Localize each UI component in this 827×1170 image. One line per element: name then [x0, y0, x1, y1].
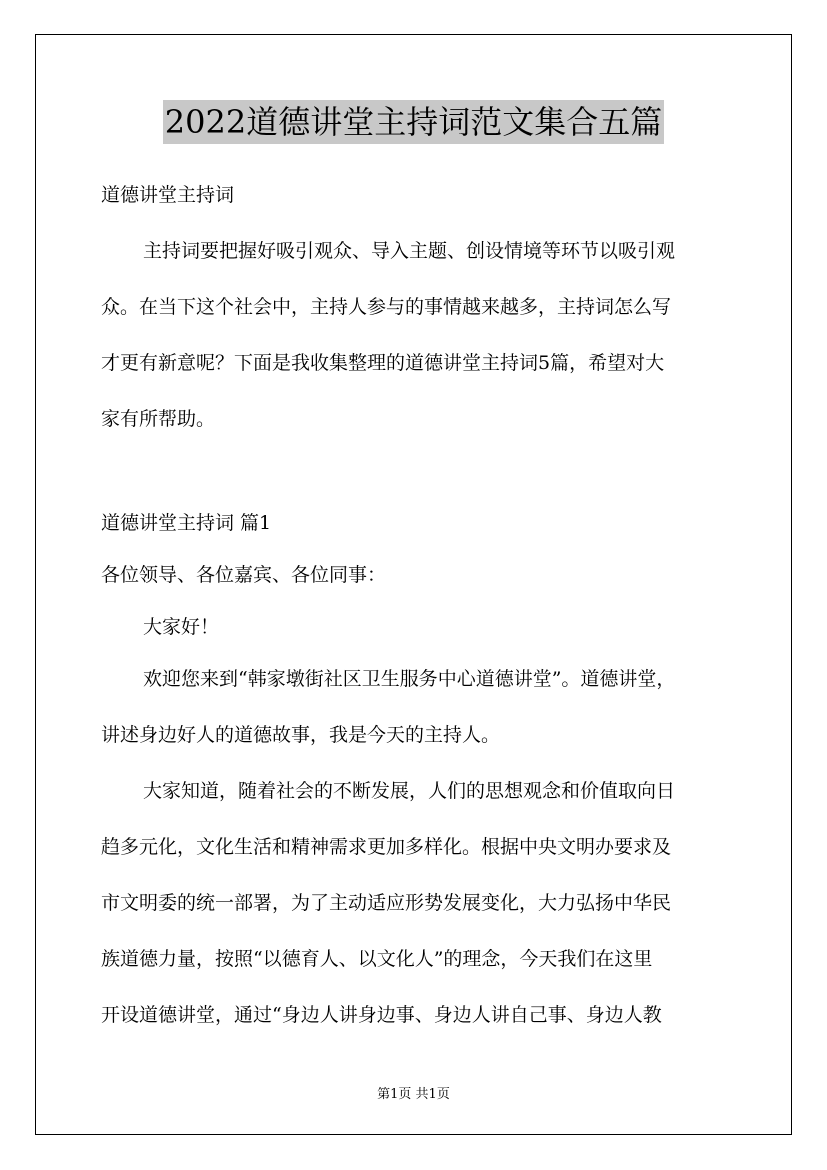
title-container	[0, 100, 827, 144]
paragraph-line: 众。在当下这个社会中，主持人参与的事情越来越多，主持词怎么写	[101, 296, 672, 318]
salutation: 各位领导、各位嘉宾、各位同事：	[101, 564, 387, 586]
page-footer: 第1页 共1页	[377, 1087, 450, 1102]
greeting: 大家好！	[143, 616, 220, 638]
paragraph-line: 主持词要把握好吸引观众、导入主题、创设情境等环节以吸引观	[143, 240, 676, 262]
paragraph-line: 开设道德讲堂，通过“身边人讲身边事、身边人讲自己事、身边人教	[101, 1004, 662, 1026]
section-heading: 道德讲堂主持词	[101, 184, 235, 206]
paragraph-line: 大家知道，随着社会的不断发展，人们的思想观念和价值取向日	[143, 780, 676, 802]
paragraph-line: 讲述身边好人的道德故事，我是今天的主持人。	[101, 724, 501, 746]
paragraph-line: 族道德力量，按照“以德育人、以文化人”的理念，今天我们在这里	[101, 948, 653, 970]
document-title: 2022道德讲堂主持词范文集合五篇	[163, 100, 664, 144]
spacer	[101, 456, 741, 504]
document-body	[101, 176, 741, 1052]
paragraph-line: 趋多元化，文化生活和精神需求更加多样化。根据中央文明办要求及	[101, 836, 672, 858]
paragraph-line: 欢迎您来到“韩家墩街社区卫生服务中心道德讲堂”。道德讲堂，	[143, 668, 676, 690]
paragraph-line: 市文明委的统一部署，为了主动适应形势发展变化，大力弘扬中华民	[101, 892, 672, 914]
section-heading: 道德讲堂主持词 篇1	[101, 512, 272, 534]
paragraph-line: 才更有新意呢？下面是我收集整理的道德讲堂主持词5篇，希望对大	[101, 352, 665, 374]
paragraph-line: 家有所帮助。	[101, 408, 216, 430]
